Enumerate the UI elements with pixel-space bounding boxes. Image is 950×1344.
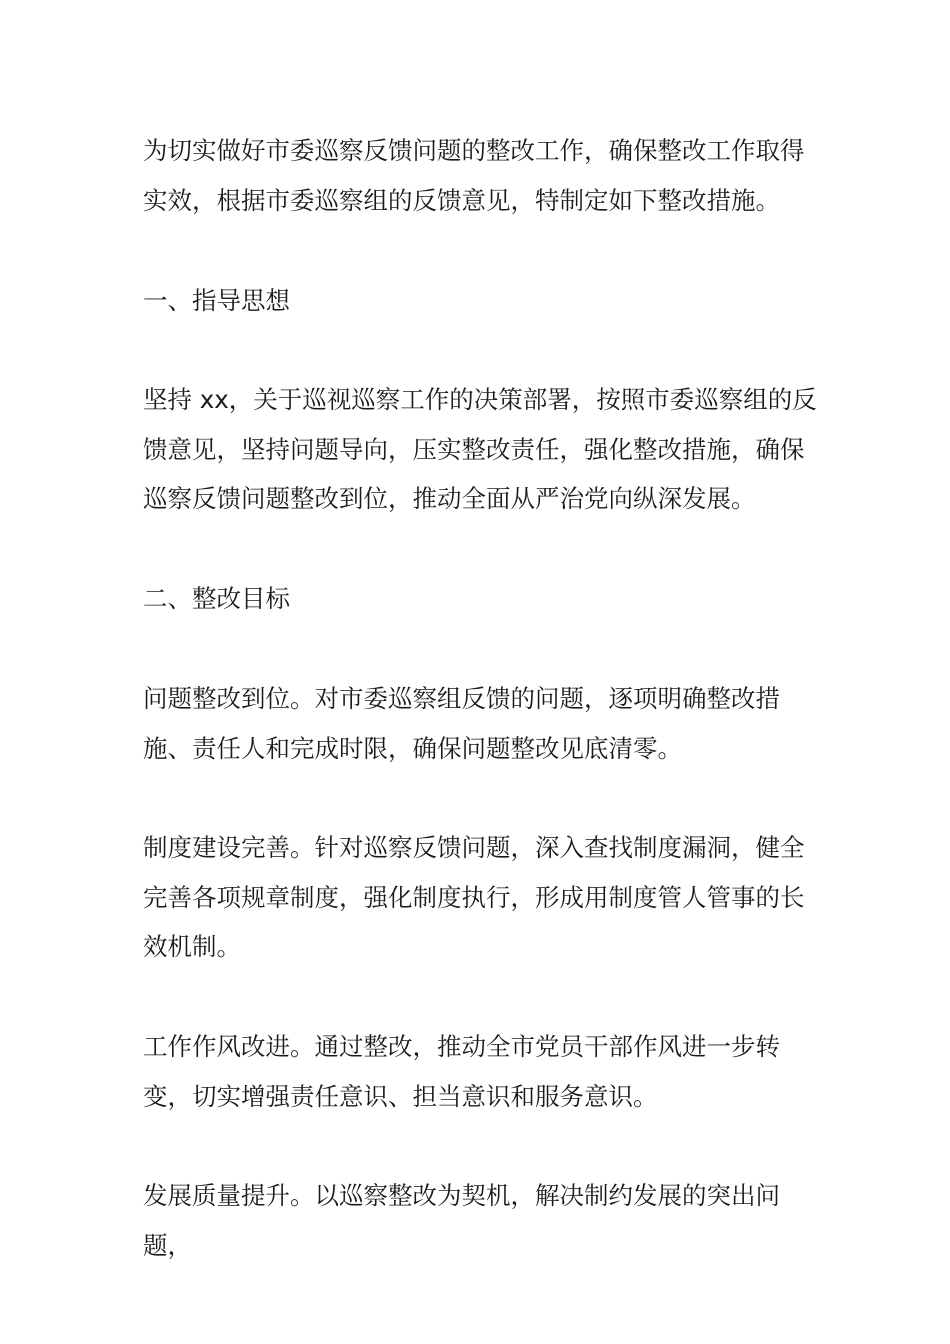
guiding-ideology-paragraph: 坚持 xx，关于巡视巡察工作的决策部署，按照市委巡察组的反馈意见，坚持问题导向，压实整改责任，强化整改措施，确保巡察反馈问题整改到位，推动全面从严治党向纵深发展。 bbox=[143, 385, 817, 513]
section-heading-guiding-ideology: 一、指导思想 bbox=[143, 286, 290, 315]
goal-paragraph-development-quality: 发展质量提升。以巡察整改为契机，解决制约发展的突出问题， bbox=[143, 1181, 780, 1260]
section-heading-rectification-goals: 二、整改目标 bbox=[143, 584, 290, 613]
goal-paragraph-problems-rectified: 问题整改到位。对市委巡察组反馈的问题，逐项明确整改措施、责任人和完成时限，确保问题整改见底清零。 bbox=[143, 684, 780, 763]
goal-paragraph-system-improvement: 制度建设完善。针对巡察反馈问题，深入查找制度漏洞，健全完善各项规章制度，强化制度执行，形成用制度管人管事的长效机制。 bbox=[143, 833, 805, 961]
goal-paragraph-work-style: 工作作风改进。通过整改，推动全市党员干部作风进一步转变，切实增强责任意识、担当意识和服务意识。 bbox=[143, 1032, 780, 1111]
intro-paragraph: 为切实做好市委巡察反馈问题的整改工作，确保整改工作取得实效，根据市委巡察组的反馈意见，特制定如下整改措施。 bbox=[143, 136, 805, 215]
